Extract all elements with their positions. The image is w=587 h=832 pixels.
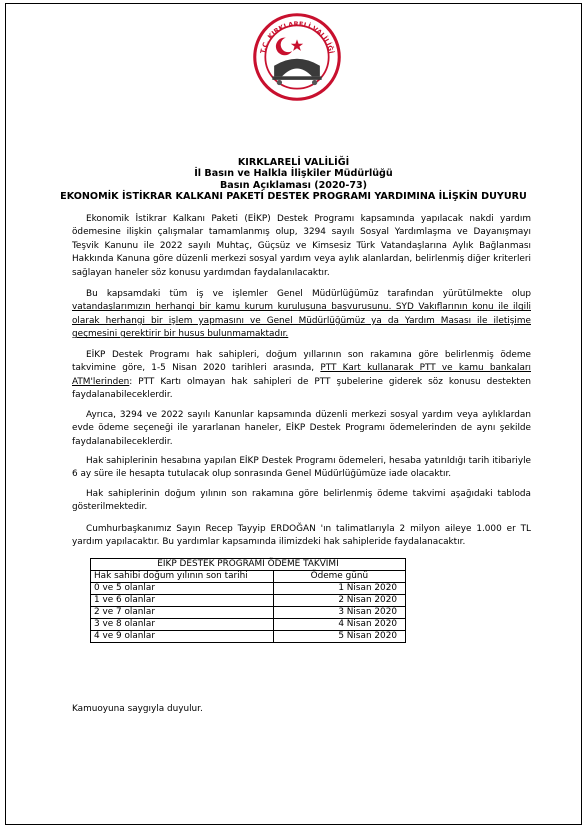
paragraph-procedures-underlined: vatandaşlarımızın herhangi bir kamu kurum kuruluşuna başvurusunu. SYD Vakıflarının konu ile ilgili olarak herhangi bir işlem yapmasını ve Genel Müdürlüğümüz ya da Yardım Masası ile iletişime geçmesini gerektirir bir husus bulunmamaktadır. (72, 302, 531, 340)
release-number: Basın Açıklaması (2020-73) (219, 180, 368, 191)
paragraph-payment-text-b: : PTT Kartı olmayan hak sahipleri de PTT şubelerine giderek söz konusu destekten faydalanabileceklerdir. (72, 376, 531, 401)
paragraph-refund-period: Hak sahiplerinin hesabına yapılan EİKP Destek Programı ödemeleri, hesaba yatırıldığı tarih itibariyle 6 ay süre ile hesapta tutulacak olup sonrasında Genel Müdürlüğümüze iade olacaktır. (72, 456, 531, 480)
table-cell-digits: 0 ve 5 olanlar (91, 583, 274, 595)
table-cell-digits: 4 ve 9 olanlar (91, 631, 274, 643)
table-cell-date: 5 Nisan 2020 (273, 631, 405, 643)
press-release-page (5, 3, 582, 825)
table-row (91, 595, 406, 607)
column-header-birth-digit: Hak sahibi doğum yılının son tarihi (91, 571, 274, 583)
payment-schedule-caption: EİKP DESTEK PROGRAMI ÖDEME TAKVİMİ (91, 559, 406, 571)
table-cell-date: 1 Nisan 2020 (273, 583, 405, 595)
office-title: KIRKLARELİ VALİLİĞİ (237, 157, 350, 168)
table-row (91, 607, 406, 619)
payment-schedule-table (90, 558, 406, 643)
paragraph-payment-underlined: PTT Kart kullanarak PTT ve kamu bankaları ATM'lerinden (72, 363, 531, 387)
paragraph-presidential-aid: Cumhurbaşkanımız Sayın Recep Tayyip ERDOĞAN 'ın talimatlarıyla 2 milyon aileye 1.000 er TL yardım yapılacaktır. Bu yardımlar kapsamında ilimizdeki hak sahipleride faydalanacaktır. (72, 524, 531, 548)
paragraph-procedures-text: Bu kapsamdaki tüm iş ve işlemler Genel Müdürlüğümüz tarafından yürütülmekte olup (86, 289, 531, 299)
table-cell-digits: 2 ve 7 olanlar (91, 607, 274, 619)
department-title: İl Basın ve Halkla İlişkiler Müdürlüğü (194, 168, 393, 179)
announcement-title: EKONOMİK İSTİKRAR KALKANI PAKETİ DESTEK PROGRAMI YARDIMINA İLİŞKİN DUYURU (60, 191, 527, 202)
svg-text:T.C. KIRKLARELİ VALİLİĞİ: T.C. KIRKLARELİ VALİLİĞİ (258, 20, 336, 55)
paragraph-procedures (72, 288, 531, 342)
column-header-payment-day: Ödeme günü (273, 571, 405, 583)
paragraph-home-payment: Ayrıca, 3294 ve 2022 sayılı Kanunlar kapsamında düzenli merkezi sosyal yardım veya aylıklardan evde ödeme seçeneği ile yararlanan haneler, EİKP Destek Programı ödemelerinden de aynı şekilde faydalanabileceklerdir. (72, 410, 531, 447)
table-row (91, 583, 406, 595)
table-cell-date: 2 Nisan 2020 (273, 595, 405, 607)
kirklareli-governorship-seal (253, 13, 341, 101)
paragraph-schedule-note: Hak sahiplerinin doğum yılının son rakamına göre belirlenmiş ödeme takvimi aşağıdaki tabloda gösterilmektedir. (72, 489, 531, 513)
closing-line: Kamuoyuna saygıyla duyulur. (72, 704, 203, 714)
table-cell-date: 4 Nisan 2020 (273, 619, 405, 631)
table-row (91, 631, 406, 643)
table-cell-digits: 1 ve 6 olanlar (91, 595, 274, 607)
paragraph-eikp-intro: Ekonomik İstikrar Kalkanı Paketi (EİKP) Destek Programı kapsamında yapılacak nakdi yardım ödemesine ilişkin çalışmalar tamamlanmış olup, 3294 sayılı Sosyal Yardımlaşma ve Dayanışmayı Teşvik Kanunu ile 2022 sayılı Muhtaç, Güçsüz ve Kimsesiz Türk Vatandaşlarına Aylık Bağlanması Hakkında Kanuna göre düzenli merkezi sosyal yardım veya aylık alanlardan, belirlenmiş diğer kriterleri sağlayan haneler söz konusu yardımdan faydalanılacaktır. (72, 214, 531, 278)
table-cell-digits: 3 ve 8 olanlar (91, 619, 274, 631)
paragraph-payment-text-a: EİKP Destek Programı hak sahipleri, doğum yıllarının son rakamına göre belirlenmiş ödeme takvimine göre, 1-5 Nisan 2020 tarihleri arasında, (72, 350, 531, 374)
table-cell-date: 3 Nisan 2020 (273, 607, 405, 619)
paragraph-payment-channels (72, 349, 531, 403)
table-row (91, 619, 406, 631)
